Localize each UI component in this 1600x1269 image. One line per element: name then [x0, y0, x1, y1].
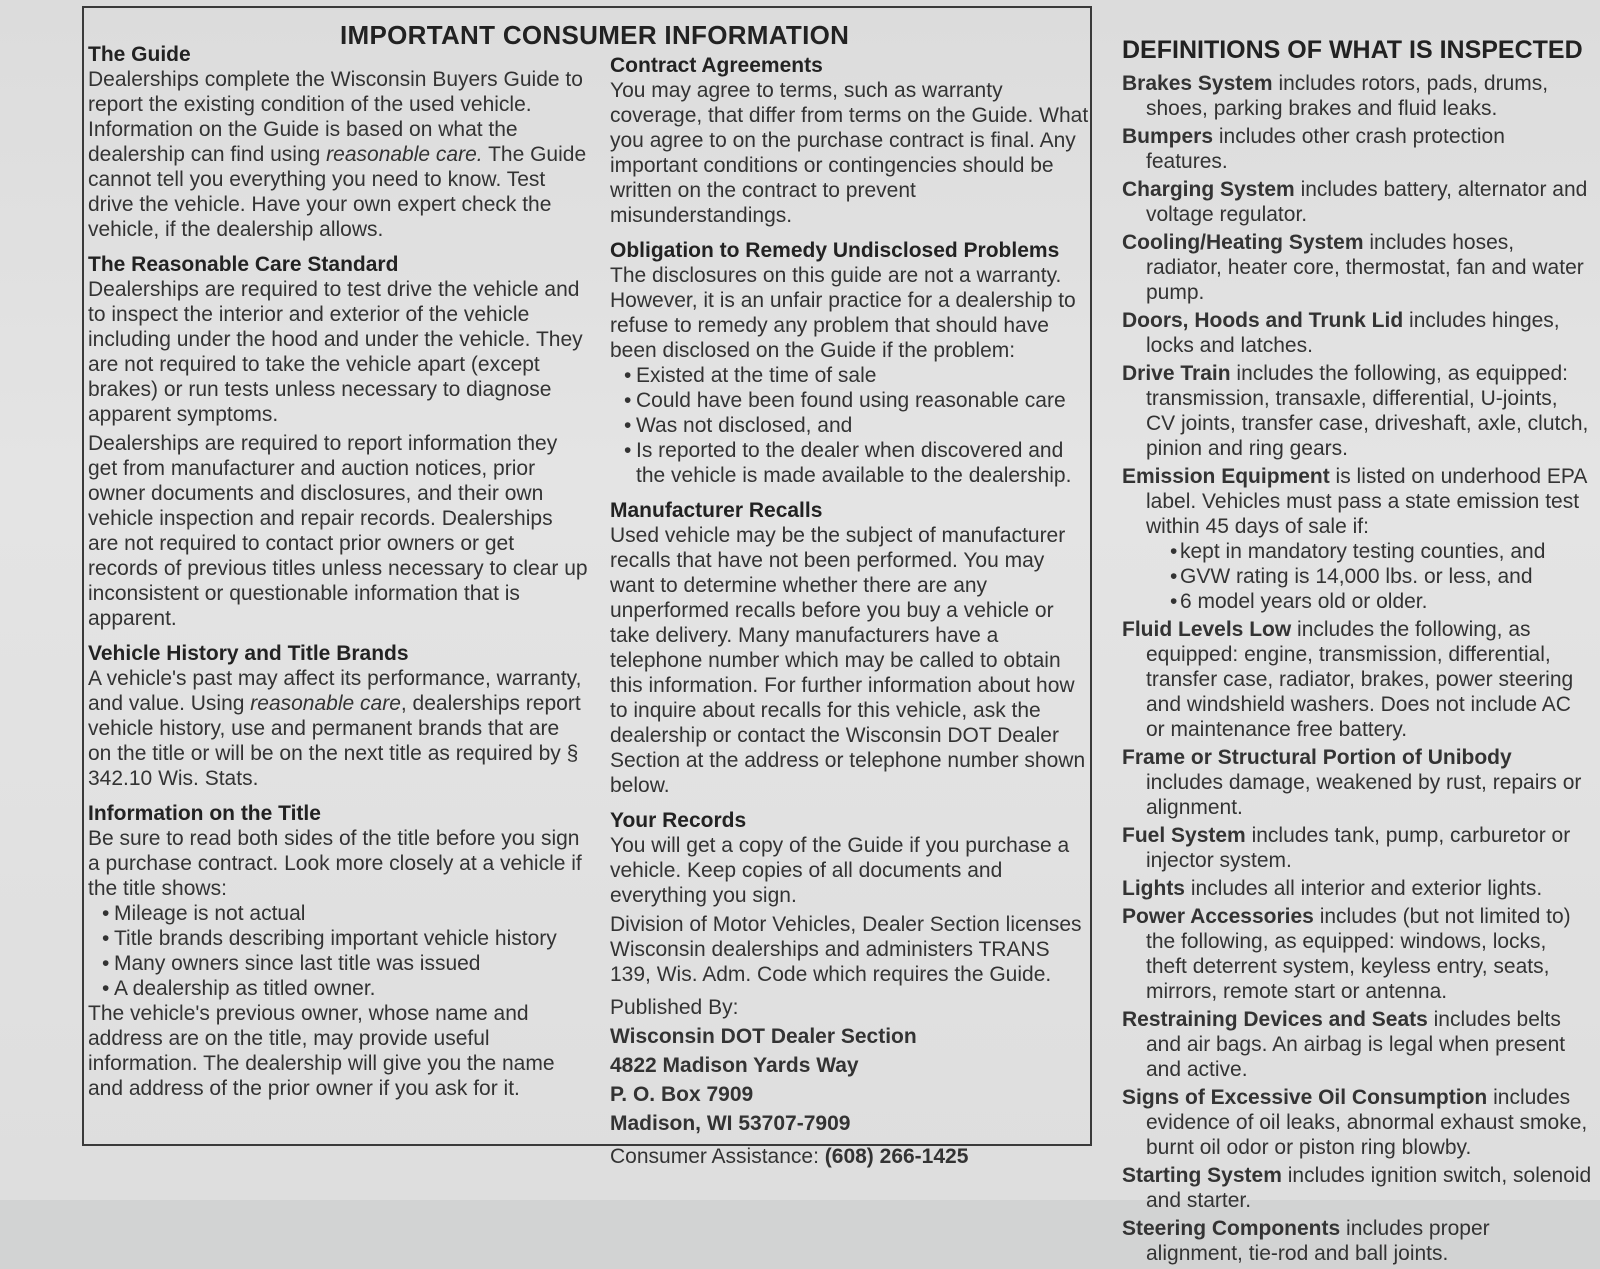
definition-text: includes belts and air bags. An airbag is legal when present and active.	[1146, 1008, 1566, 1081]
definition-text: includes hinges, locks and latches.	[1146, 309, 1560, 357]
definition-term: Emission Equipment	[1122, 465, 1330, 488]
records-paragraph-1: You will get a copy of the Guide if you purchase a vehicle. Keep copies of all documents and everything you sign.	[610, 834, 1070, 907]
document-title: IMPORTANT CONSUMER INFORMATION	[340, 20, 850, 50]
section-heading-care: The Reasonable Care Standard	[88, 253, 399, 276]
definition-text: includes rotors, pads, drums, shoes, parking brakes and fluid leaks.	[1146, 72, 1549, 120]
definition-term: Lights	[1122, 877, 1185, 900]
history-paragraph	[88, 666, 588, 791]
records-paragraph-2: Division of Motor Vehicles, Dealer Section licenses Wisconsin dealerships and administers TRANS 139, Wis. Adm. Code which requires the Guide.	[610, 913, 1082, 986]
definition-lights	[1122, 876, 1592, 901]
definition-term: Brakes System	[1122, 72, 1273, 95]
definition-term: Restraining Devices and Seats	[1122, 1008, 1428, 1031]
list-item: • Mileage is not actual	[102, 901, 588, 926]
history-text: A vehicle's past may affect its performance, warranty, and value. Using	[88, 667, 582, 715]
definition-text: includes other crash protection features.	[1146, 125, 1505, 173]
definition-text: includes ignition switch, solenoid and starter.	[1146, 1164, 1592, 1212]
definition-term: Charging System	[1122, 178, 1295, 201]
history-emphasis: reasonable care	[250, 692, 401, 715]
definition-term: Starting System	[1122, 1164, 1282, 1187]
list-item: • Was not disclosed, and	[624, 413, 1090, 438]
consumer-assistance	[610, 1144, 1090, 1169]
definition-term: Doors, Hoods and Trunk Lid	[1122, 309, 1404, 332]
definition-text: includes damage, weakened by rust, repairs or alignment.	[1146, 771, 1582, 819]
publisher-street: 4822 Madison Yards Way	[610, 1054, 859, 1077]
definition-term: Fluid Levels Low	[1122, 618, 1292, 641]
definition-text: is listed on underhood EPA label. Vehicles must pass a state emission test within 45 days of sale if:	[1146, 465, 1587, 538]
section-heading-history: Vehicle History and Title Brands	[88, 642, 409, 665]
definition-term: Cooling/Heating System	[1122, 231, 1364, 254]
definition-drive-train	[1122, 361, 1592, 461]
section-heading-guide: The Guide	[88, 43, 191, 66]
list-item: • A dealership as titled owner.	[102, 976, 588, 1001]
contract-paragraph: You may agree to terms, such as warranty coverage, that differ from terms on the Guide. What you agree to on the purchase contract is final. Any important conditions or contingencies should be written on the contract to prevent misunderstandings.	[610, 79, 1089, 227]
section-heading-remedy: Obligation to Remedy Undisclosed Problems	[610, 239, 1060, 262]
definition-bumpers	[1122, 124, 1592, 174]
guide-text: Dealerships complete the Wisconsin Buyers Guide to report the existing condition of the used vehicle. Information on the Guide is based on what the dealership can find using	[88, 68, 583, 166]
definition-fluid-levels	[1122, 617, 1592, 742]
list-item: • 6 model years old or older.	[1170, 589, 1592, 614]
publisher-city: Madison, WI 53707-7909	[610, 1112, 851, 1135]
section-heading-recalls: Manufacturer Recalls	[610, 499, 823, 522]
definition-oil-consumption	[1122, 1085, 1592, 1160]
definition-text: includes the following, as equipped: transmission, transaxle, differential, U-joints, CV joints, transfer case, driveshaft, axle, clutch, pinion and ring gears.	[1146, 362, 1589, 460]
recalls-paragraph: Used vehicle may be the subject of manufacturer recalls that have not been performed. You may want to determine whether there are any unperformed recalls before you buy a vehicle or take delivery. Many manufacturers have a telephone number which may be called to obtain this information. For further information about how to inquire about recalls for this vehicle, ask the dealership or contact the Wisconsin DOT Dealer Section at the address or telephone number shown below.	[610, 524, 1086, 797]
definition-term: Signs of Excessive Oil Consumption	[1122, 1086, 1488, 1109]
definition-doors-hoods	[1122, 308, 1592, 358]
definition-term: Drive Train	[1122, 362, 1231, 385]
definition-charging	[1122, 177, 1592, 227]
definition-term: Power Accessories	[1122, 905, 1314, 928]
definition-term: Steering Components	[1122, 1217, 1341, 1240]
guide-paragraph	[88, 67, 588, 242]
title-bullet-list	[88, 901, 588, 1001]
definition-starting	[1122, 1163, 1592, 1213]
definition-term: Bumpers	[1122, 125, 1214, 148]
section-heading-contract: Contract Agreements	[610, 54, 823, 77]
definition-fuel	[1122, 823, 1592, 873]
definition-text: includes battery, alternator and voltage regulator.	[1146, 178, 1588, 226]
definition-power-accessories	[1122, 904, 1592, 1004]
remedy-bullet-list	[610, 363, 1090, 488]
definition-text: includes (but not limited to) the following, as equipped: windows, locks, theft deterrent system, keyless entry, seats, mirrors, remote start or antenna.	[1146, 905, 1571, 1003]
section-heading-title-info: Information on the Title	[88, 802, 321, 825]
list-item: • Is reported to the dealer when discovered and the vehicle is made available to the dealership.	[624, 438, 1090, 488]
list-item: • kept in mandatory testing counties, and	[1170, 539, 1592, 564]
section-heading-records: Your Records	[610, 809, 747, 832]
care-paragraph-1: Dealerships are required to test drive the vehicle and to inspect the interior and exterior of the vehicle including under the hood and under the vehicle. They are not required to take the vehicle apart (except brakes) or run tests unless necessary to diagnose apparent symptoms.	[88, 278, 583, 426]
definitions-heading: DEFINITIONS OF WHAT IS INSPECTED	[1122, 36, 1583, 64]
list-item: • Existed at the time of sale	[624, 363, 1090, 388]
title-paragraph: Be sure to read both sides of the title before you sign a purchase contract. Look more closely at a vehicle if the title shows:	[88, 827, 582, 900]
definition-steering	[1122, 1216, 1592, 1266]
guide-emphasis: reasonable care.	[326, 143, 483, 166]
list-item: • Many owners since last title was issued	[102, 951, 588, 976]
published-by-label: Published By:	[610, 996, 739, 1019]
definition-brakes	[1122, 71, 1592, 121]
left-column	[88, 42, 588, 1101]
definition-restraining	[1122, 1007, 1592, 1082]
remedy-paragraph: The disclosures on this guide are not a warranty. However, it is an unfair practice for a dealership to refuse to remedy any problem that should have been disclosed on the Guide if the problem:	[610, 264, 1076, 362]
guide-text-2: The Guide cannot tell you everything you need to know. Test drive the vehicle. Have your own expert check the vehicle, if the dealership allows.	[88, 143, 587, 241]
definition-text: includes all interior and exterior lights.	[1190, 877, 1543, 900]
publisher-name: Wisconsin DOT Dealer Section	[610, 1025, 917, 1048]
definition-text: includes hoses, radiator, heater core, thermostat, fan and water pump.	[1146, 231, 1584, 304]
publisher-po-box: P. O. Box 7909	[610, 1083, 754, 1106]
definition-text: includes proper alignment, tie-rod and ball joints.	[1146, 1217, 1490, 1265]
assistance-label: Consumer Assistance:	[610, 1145, 819, 1168]
list-item: • Could have been found using reasonable care	[624, 388, 1090, 413]
right-column	[1122, 38, 1592, 1269]
list-item: • GVW rating is 14,000 lbs. or less, and	[1170, 564, 1592, 589]
definition-text: includes the following, as equipped: engine, transmission, differential, transfer case, radiator, brakes, power steering and windshield washers. Does not include AC or maintenance free battery.	[1146, 618, 1574, 741]
list-item: • Title brands describing important vehicle history	[102, 926, 588, 951]
definition-frame	[1122, 745, 1592, 820]
assistance-phone: (608) 266-1425	[824, 1145, 969, 1168]
definition-text: includes tank, pump, carburetor or injector system.	[1146, 824, 1571, 872]
emission-bullet-list	[1146, 539, 1592, 614]
definition-term: Fuel System	[1122, 824, 1246, 847]
middle-column	[610, 53, 1090, 1169]
definition-text: includes evidence of oil leaks, abnormal exhaust smoke, burnt oil odor or piston ring blowby.	[1146, 1086, 1588, 1159]
definition-emission	[1122, 464, 1592, 614]
history-text-2: , dealerships report vehicle history, use and permanent brands that are on the title or will be on the next title as required by § 342.10 Wis. Stats.	[88, 692, 581, 790]
definition-term: Frame or Structural Portion of Unibody	[1122, 746, 1512, 769]
definition-cooling-heating	[1122, 230, 1592, 305]
title-paragraph-2: The vehicle's previous owner, whose name and address are on the title, may provide useful information. The dealership will give you the name and address of the prior owner if you ask for it.	[88, 1002, 555, 1100]
care-paragraph-2: Dealerships are required to report information they get from manufacturer and auction notices, prior owner documents and disclosures, and their own vehicle inspection and repair records. Dealerships are not required to contact prior owners or get records of previous titles unless necessary to clear up inconsistent or questionable information that is apparent.	[88, 432, 588, 630]
